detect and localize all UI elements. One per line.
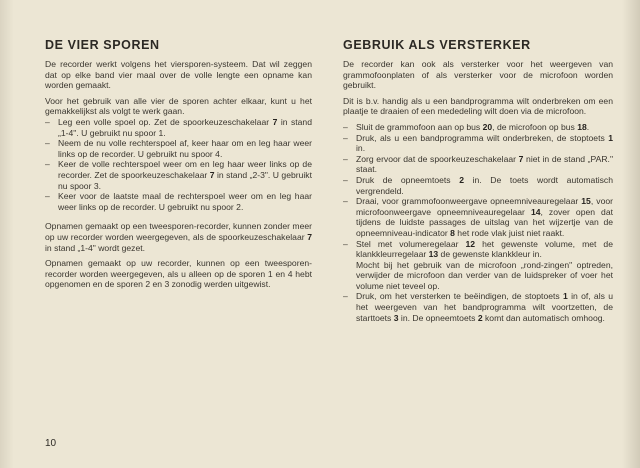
list-item: – Neem de nu volle rechterspoel af, keer haar om en leg haar weer links op de recorder. U gebruikt nu spoor 4. <box>45 138 312 159</box>
dash-bullet: – <box>343 238 348 249</box>
page-edge-shadow-left <box>0 0 14 468</box>
paragraph-instructions: Voor het gebruik van alle vier de sporen achter elkaar, kunt u het gemakkelijkst als volgt te werk gaan. <box>45 95 312 117</box>
step-list <box>343 122 613 323</box>
dash-bullet: – <box>45 191 50 202</box>
dash-bullet: – <box>343 121 348 132</box>
list-item: – Druk, als u een bandprogramma wilt onderbreken, de stoptoets 1 in. <box>343 132 613 154</box>
paragraph-weergave: Opnamen gemaakt op uw recorder, kunnen op een tweesporen-recorder worden weergegeven, als u alleen op de sporen 1 en 4 hebt opgenomen en de sporen 2 en 3 zonodig werden uitgewist. <box>45 258 312 290</box>
list-item-continuation: Mocht bij het gebruik van de microfoon „rond-zingen" optreden, verwijder de microfoon dan verder van de luidspreker of voer het volume niet teveel op. <box>356 259 613 291</box>
dash-bullet: – <box>45 159 50 170</box>
page-edge-shadow-right <box>622 0 640 468</box>
list-item: – Zorg ervoor dat de spoorkeuzeschakelaar 7 niet in de stand „PAR." staat. <box>343 153 613 175</box>
section-heading-vier-sporen: DE VIER SPOREN <box>45 38 160 52</box>
paragraph-intro: De recorder kan ook als versterker voor het weergeven van grammofoonplaten of als versterker voor de microfoon worden gebruikt. <box>343 59 613 91</box>
right-column <box>343 38 613 323</box>
dash-bullet: – <box>343 174 348 185</box>
list-item: – Druk de opneemtoets 2 in. De toets wordt automatisch vergrendeld. <box>343 174 613 196</box>
step-list <box>45 117 312 212</box>
dash-bullet: – <box>45 116 50 127</box>
paragraph-intro: De recorder werkt volgens het viersporen-systeem. Dat wil zeggen dat op elke band vier maal over de volle lengte een opname kan worden gemaakt. <box>45 59 312 91</box>
paragraph-example: Dit is b.v. handig als u een bandprogramma wilt onderbreken om een plaatje te draaien of een mededeling wilt doen via de microfoon. <box>343 95 613 117</box>
dash-bullet: – <box>343 153 348 164</box>
paragraph-twee-sporen: Opnamen gemaakt op een tweesporen-recorder, kunnen zonder meer op uw recorder worden weergegeven, als de spoorkeuzeschakelaar 7 in stand „1-4" wordt gezet. <box>45 221 312 253</box>
list-item: – Leg een volle spoel op. Zet de spoorkeuzeschakelaar 7 in stand „1-4". U gebruikt nu spoor 1. <box>45 116 312 138</box>
list-item: – Keer voor de laatste maal de rechterspoel weer om en leg haar weer links op de recorder. U gebruikt nu spoor 2. <box>45 191 312 212</box>
left-column <box>45 38 312 290</box>
list-item: – Keer de volle rechterspoel weer om en leg haar weer links op de recorder. Zet de spoorkeuzeschakelaar 7 in stand „2-3". U gebruikt nu spoor 3. <box>45 159 312 191</box>
list-item: – Druk, om het versterken te beëindigen, de stoptoets 1 in of, als u het weergeven van het bandprogramma wilt voortzetten, de starttoets 3 in. De opneemtoets 2 komt dan automatisch omhoog. <box>343 291 613 323</box>
dash-bullet: – <box>343 291 348 302</box>
section-heading-versterker: GEBRUIK ALS VERSTERKER <box>343 38 531 52</box>
dash-bullet: – <box>343 196 348 207</box>
dash-bullet: – <box>45 138 50 149</box>
page-number: 10 <box>45 438 57 449</box>
list-item: – Draai, voor grammofoonweergave opneemniveauregelaar 15, voor microfoonweergave opneemniveauregelaar 14, zover open dat tijdens de luidste passages de uitslag van het wijzertje van de opneemniveau-indicator 8 het rode vlak juist niet raakt. <box>343 196 614 238</box>
list-item: – Sluit de grammofoon aan op bus 20, de microfoon op bus 18. <box>343 121 590 132</box>
list-item: – Stel met volumeregelaar 12 het gewenste volume, met de klankkleurregelaar 13 de gewenste klankkleur in. <box>343 238 613 260</box>
dash-bullet: – <box>343 132 348 143</box>
